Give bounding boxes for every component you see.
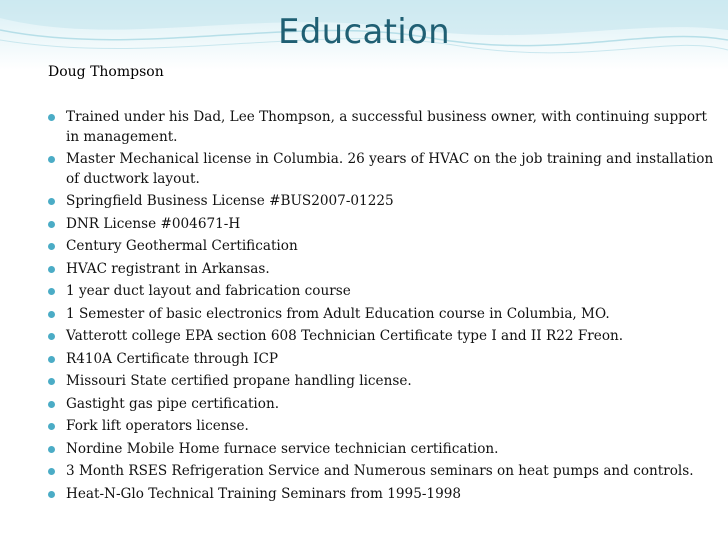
bullet-item <box>46 350 716 370</box>
bullet-dot-icon <box>48 198 55 205</box>
bullet-dot-icon <box>48 356 55 363</box>
bullet-item <box>46 327 716 347</box>
bullet-text: Heat-N-Glo Technical Training Seminars from 1995-1998 <box>66 485 462 502</box>
bullet-text: Missouri State certified propane handling license. <box>66 373 412 389</box>
bullet-text: Fork lift operators license. <box>66 418 249 434</box>
bullet-dot-icon <box>48 288 55 295</box>
bullet-text: HVAC registrant in Arkansas. <box>66 260 270 277</box>
slide-title: Education <box>278 12 450 52</box>
bullet-text: Gastight gas pipe certification. <box>66 395 280 412</box>
bullet-text: Master Mechanical license in Columbia. 26 years of HVAC on the job training and installation of ductwork layout. <box>66 151 714 187</box>
bullet-item <box>46 237 716 257</box>
bullet-item <box>46 417 716 437</box>
bullet-dot-icon <box>48 401 55 408</box>
bullet-item <box>46 282 716 302</box>
author-name: Doug Thompson <box>48 64 164 80</box>
bullet-item <box>46 395 716 415</box>
bullet-text: 1 year duct layout and fabrication course <box>66 283 351 299</box>
bullet-item <box>46 108 716 147</box>
bullet-item <box>46 462 716 482</box>
bullet-dot-icon <box>48 114 55 121</box>
bullet-item <box>46 260 716 280</box>
bullet-item <box>46 372 716 392</box>
bullet-list <box>46 108 716 507</box>
bullet-text: R410A Certificate through ICP <box>66 350 279 367</box>
bullet-item <box>46 440 716 460</box>
bullet-dot-icon <box>48 468 55 475</box>
bullet-dot-icon <box>48 491 55 498</box>
bullet-text: Trained under his Dad, Lee Thompson, a successful business owner, with continuing support in management. <box>66 109 708 145</box>
bullet-text: Springfield Business License #BUS2007-01225 <box>66 193 394 209</box>
bullet-text: 1 Semester of basic electronics from Adult Education course in Columbia, MO. <box>66 305 610 322</box>
bullet-text: DNR License #004671-H <box>66 215 241 232</box>
bullet-dot-icon <box>48 311 55 318</box>
bullet-item <box>46 305 716 325</box>
bullet-text: Vatterott college EPA section 608 Technician Certificate type I and II R22 Freon. <box>66 328 624 344</box>
bullet-dot-icon <box>48 423 55 430</box>
bullet-item <box>46 192 716 212</box>
bullet-dot-icon <box>48 333 55 340</box>
bullet-dot-icon <box>48 156 55 163</box>
bullet-dot-icon <box>48 378 55 385</box>
bullet-item <box>46 485 716 505</box>
bullet-text: 3 Month RSES Refrigeration Service and Numerous seminars on heat pumps and controls. <box>66 463 694 479</box>
bullet-item <box>46 215 716 235</box>
bullet-dot-icon <box>48 266 55 273</box>
bullet-dot-icon <box>48 446 55 453</box>
bullet-item <box>46 150 716 189</box>
bullet-dot-icon <box>48 221 55 228</box>
bullet-text: Century Geothermal Certification <box>66 238 298 254</box>
bullet-dot-icon <box>48 243 55 250</box>
bullet-text: Nordine Mobile Home furnace service technician certification. <box>66 440 499 457</box>
